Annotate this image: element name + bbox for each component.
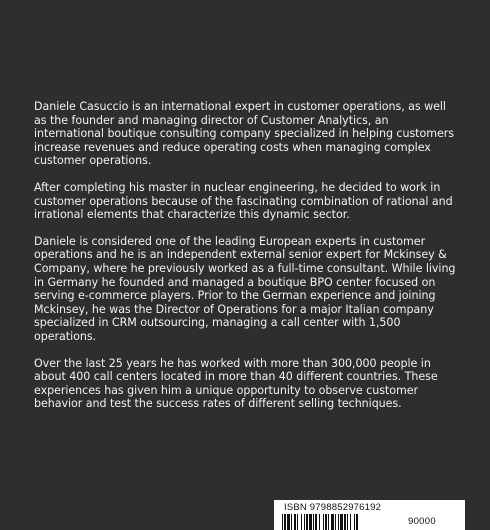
barcode-stripe — [282, 514, 283, 530]
bio-paragraph-2: After completing his master in nuclear engineering, he decided to work in customer operations because of the fascinating combination of rational and irrational elements that characterize this dynamic sector. — [34, 180, 453, 222]
barcode-stripe — [328, 514, 329, 530]
isbn-label: ISBN 9798852976192 — [284, 502, 382, 513]
bio-paragraph-4: Over the last 25 years he has worked with more than 300,000 people in about 400 call centers located in more than 40 different countries. These experiences has given him a unique opportunity to observe customer behavior and test the success rates of different selling techniques. — [34, 356, 438, 411]
barcode-stripe — [313, 514, 314, 530]
barcode-stripe — [284, 514, 286, 530]
barcode-stripe — [356, 514, 358, 530]
barcode-stripe — [304, 514, 305, 530]
barcode-stripe — [331, 514, 334, 530]
barcode-stripe — [297, 514, 298, 530]
bio-paragraph-3: Daniele is considered one of the leading European experts in customer operations and he is an independent external senior expert for Mckinsey & Company, where he previously worked as a full-time consultant. While living in Germany he founded and managed a boutique BPO center focused on serving e-commerce players. Prior to the German experience and joining Mckinsey, he was the Director of Operations for a major Italian company specialized in CRM outsourcing, managing a call center with 1,500 operations. — [34, 234, 456, 343]
barcode-stripe — [340, 514, 343, 530]
barcode-stripe — [291, 514, 292, 530]
barcode-stripe — [344, 514, 346, 530]
barcode-stripe — [294, 514, 296, 530]
bio-paragraph-1: Daniele Casuccio is an international expert in customer operations, as well as the founder and managing director of Customer Analytics, an international boutique consulting company specialized in helping customers increase revenues and reduce operating costs when managing complex customer operations. — [34, 100, 454, 168]
isbn-barcode — [274, 500, 465, 530]
barcode-bars — [282, 514, 406, 530]
barcode-stripe — [306, 514, 308, 530]
price-code: 90000 — [408, 516, 436, 527]
barcode-stripe — [301, 514, 302, 530]
barcode-stripe — [323, 514, 324, 530]
barcode-stripe — [315, 514, 317, 530]
barcode-stripe — [325, 514, 327, 530]
barcode-stripe — [319, 514, 320, 530]
barcode-stripe — [335, 514, 336, 530]
barcode-stripe — [354, 514, 355, 530]
barcode-stripe — [350, 514, 351, 530]
barcode-stripe — [338, 514, 339, 530]
author-bio — [34, 100, 458, 424]
barcode-stripe — [347, 514, 348, 530]
barcode-stripe — [309, 514, 312, 530]
barcode-stripe — [287, 514, 290, 530]
